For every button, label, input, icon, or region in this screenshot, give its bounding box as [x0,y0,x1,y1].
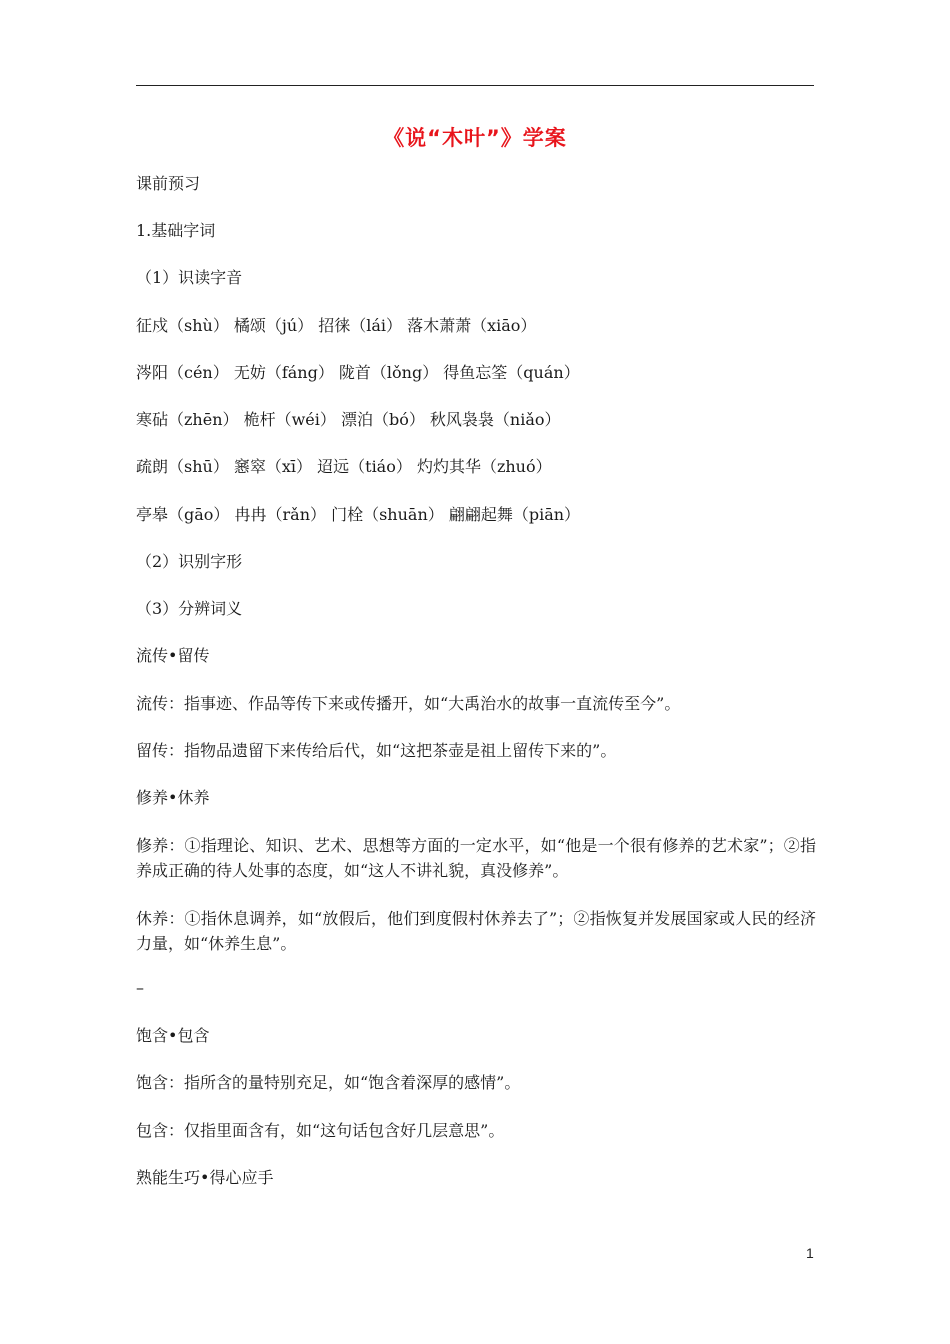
header-rule [136,85,814,86]
word-pair-heading: 饱含•包含 [136,1026,210,1045]
subheading-pronunciation: （1）识读字音 [136,268,243,287]
word-definition: 流传：指事迹、作品等传下来或传播开，如“大禹治水的故事一直流传至今”。 [136,694,681,713]
pronunciation-row: 涔阳（cén） 无妨（fáng） 陇首（lǒng） 得鱼忘筌（quán） [136,363,580,382]
word-definition: 留传：指物品遗留下来传给后代，如“这把茶壶是祖上留传下来的”。 [136,741,617,760]
word-definition: 休养：①指休息调养，如“放假后，他们到度假村休养去了”；②指恢复并发展国家或人民的经济力量，如“休养生息”。 [136,909,816,953]
word-definition: 饱含：指所含的量特别充足，如“饱含着深厚的感情”。 [136,1073,521,1092]
word-pair-heading: 修养•休养 [136,788,210,807]
document-title: 《说“木叶”》学案 [383,126,567,150]
word-pair-heading: 流传•留传 [136,646,210,665]
subheading-word-form: （2）识别字形 [136,552,243,571]
subheading-word-meaning: （3）分辨词义 [136,599,243,618]
word-definition: 包含：仅指里面含有，如“这句话包含好几层意思”。 [136,1121,505,1140]
page-number: 1 [806,1245,814,1261]
stray-mark: – [136,978,144,997]
pronunciation-row: 亭皋（gāo） 冉冉（rǎn） 门栓（shuān） 翩翩起舞（piān） [136,505,581,524]
item-basic-vocab: 1.基础字词 [136,221,216,240]
word-pair-heading: 熟能生巧•得心应手 [136,1168,274,1187]
word-definition: 修养：①指理论、知识、艺术、思想等方面的一定水平，如“他是一个很有修养的艺术家”；②指养成正确的待人处事的态度，如“这人不讲礼貌，真没修养”。 [136,836,816,880]
section-heading-preview: 课前预习 [136,174,201,193]
pronunciation-row: 寒砧（zhēn） 桅杆（wéi） 漂泊（bó） 秋风袅袅（niǎo） [136,410,561,429]
pronunciation-row: 疏朗（shū） 窸窣（xī） 迢远（tiáo） 灼灼其华（zhuó） [136,457,552,476]
pronunciation-row: 征戍（shù） 橘颂（jú） 招徕（lái） 落木萧萧（xiāo） [136,316,537,335]
